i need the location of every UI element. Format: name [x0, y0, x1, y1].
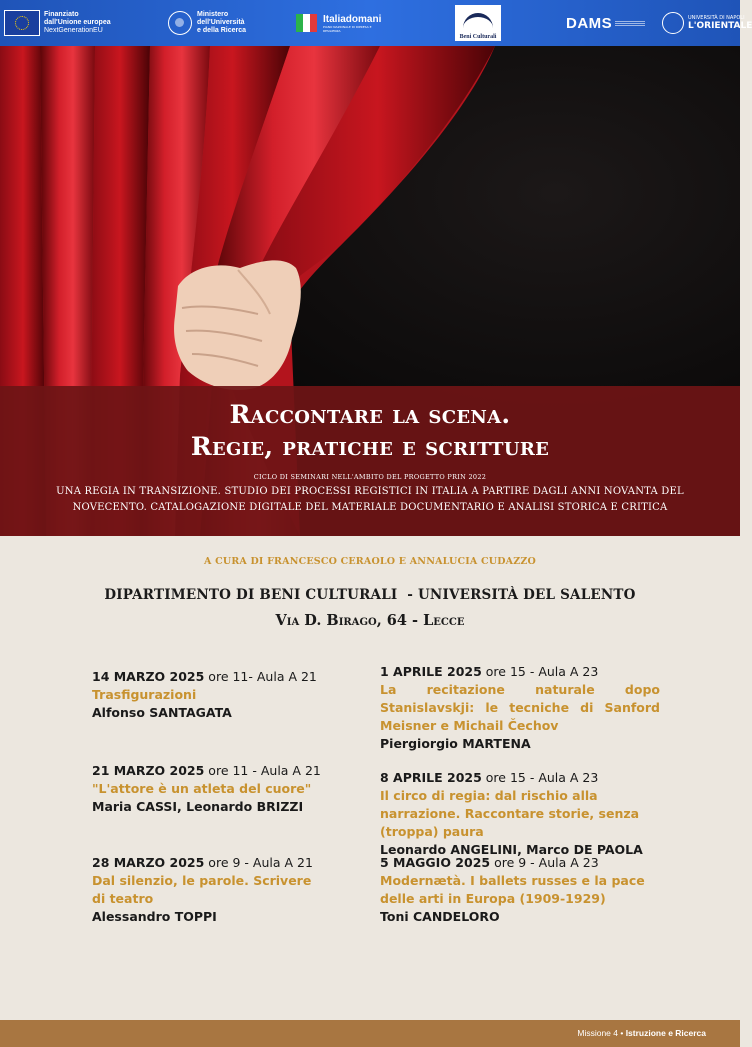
italiadomani-logo: [294, 0, 383, 46]
mission-label: [577, 1028, 706, 1038]
event-topic: Il circo di regia: dal rischio alla narrazione. Raccontare storie, senza (troppa) paura: [380, 788, 640, 839]
dams-decor: [615, 20, 645, 27]
event-item: [92, 854, 322, 926]
eu-logo-line3: NextGenerationEU: [44, 27, 103, 34]
italiadomani-name: Italiadomani: [323, 13, 382, 25]
event-date: 21 MARZO 2025: [92, 763, 205, 778]
event-topic: La recitazione naturale dopo Stanislavskji: le tecniche di Sanford Meisner e Michail Čechov: [380, 682, 660, 733]
eu-logo: [4, 0, 111, 46]
event-speaker: Piergiorgio MARTENA: [380, 736, 531, 751]
ministry-line1: Ministero: [197, 11, 229, 18]
dams-name: DAMS: [566, 14, 613, 32]
orientale-line2: L'ORIENTALE: [688, 21, 752, 31]
ministry-line3: e della Ricerca: [197, 27, 247, 34]
event-date: 14 MARZO 2025: [92, 669, 205, 684]
event-time-room: ore 9 - Aula A 21: [204, 855, 313, 870]
orientale-seal-icon: [662, 12, 684, 34]
eu-logo-line2: dall'Unione europea: [44, 19, 111, 26]
ministry-logo: [168, 0, 246, 46]
event-speaker: Alfonso SANTAGATA: [92, 705, 232, 720]
event-topic: Dal silenzio, le parole. Scrivere di teatro: [92, 873, 312, 906]
event-topic: "L'attore è un atleta del cuore": [92, 781, 312, 796]
title-banner: [0, 386, 740, 536]
event-time-room: ore 15 - Aula A 23: [481, 770, 599, 785]
italy-flag-icon: [294, 11, 320, 35]
page-title-line2: Regie, pratiche e scritture: [190, 432, 550, 461]
curated-by: A CURA DI FRANCESCO CERAOLO E ANNALUCIA CUDAZZO: [204, 556, 536, 567]
event-time-room: ore 9 - Aula A 23: [490, 855, 599, 870]
beniculturali-logo: [455, 0, 501, 46]
eu-logo-line1: Finanziato: [44, 11, 79, 18]
eu-flag-icon: [4, 10, 40, 36]
seminar-cycle-caption: CICLO DI SEMINARI NELL'AMBITO DEL PROGETTO PRIN 2022: [253, 473, 487, 481]
department-name: DIPARTIMENTO DI BENI CULTURALI - UNIVERSITÀ DEL SALENTO: [104, 587, 636, 603]
event-date: 1 APRILE 2025: [380, 664, 482, 679]
event-date: 8 APRILE 2025: [380, 770, 482, 785]
venue-address: Via D. Birago, 64 - Lecce: [275, 612, 465, 629]
event-speaker: Maria CASSI, Leonardo BRIZZI: [92, 799, 304, 814]
event-time-room: ore 15 - Aula A 23: [481, 664, 599, 679]
event-date: 5 MAGGIO 2025: [380, 855, 491, 870]
orientale-line1: UNIVERSITÀ DI NAPOLI: [688, 15, 745, 21]
event-time-room: ore 11- Aula A 21: [204, 669, 317, 684]
event-item: [380, 854, 680, 926]
event-topic: Trasfigurazioni: [92, 687, 197, 702]
event-time-room: ore 11 - Aula A 21: [204, 763, 321, 778]
page-title-line1: Raccontare la scena.: [229, 400, 511, 429]
italiadomani-sub: PIANO NAZIONALE DI RIPRESA E RESILIENZA: [323, 24, 372, 33]
event-topic: Modernætà. I ballets russes e la pace delle arti in Europa (1909-1929): [380, 873, 645, 906]
beniculturali-mark-icon: [463, 13, 493, 33]
orientale-logo: [662, 0, 752, 46]
ministry-line2: dell'Università: [197, 19, 245, 26]
event-item: [92, 668, 372, 722]
event-item: [380, 663, 660, 753]
event-speaker: Toni CANDELORO: [380, 909, 500, 924]
event-item: [380, 769, 680, 859]
event-date: 28 MARZO 2025: [92, 855, 205, 870]
event-item: [92, 762, 372, 816]
event-speaker: Leonardo ANGELINI, Marco DE PAOLA: [380, 842, 643, 857]
logo-bar: [0, 0, 752, 46]
event-speaker: Alessandro TOPPI: [92, 909, 217, 924]
republic-seal-icon: [168, 11, 192, 35]
mission-name: Istruzione e Ricerca: [625, 1028, 706, 1038]
beniculturali-name: Beni Culturali: [459, 34, 497, 40]
project-title: UNA REGIA IN TRANSIZIONE. STUDIO DEI PROCESSI REGISTICI IN ITALIA A PARTIRE DAGLI ANNI NOVANTA DEL NOVECENTO. CATALOGAZIONE DIGITALE DEL MATERIALE DOCUMENTARIO E ANALISI STORICA E CRITICA: [56, 486, 684, 513]
mission-prefix: Missione 4 •: [577, 1028, 626, 1038]
dams-logo: [566, 0, 645, 46]
footer-bar: [0, 1020, 740, 1047]
